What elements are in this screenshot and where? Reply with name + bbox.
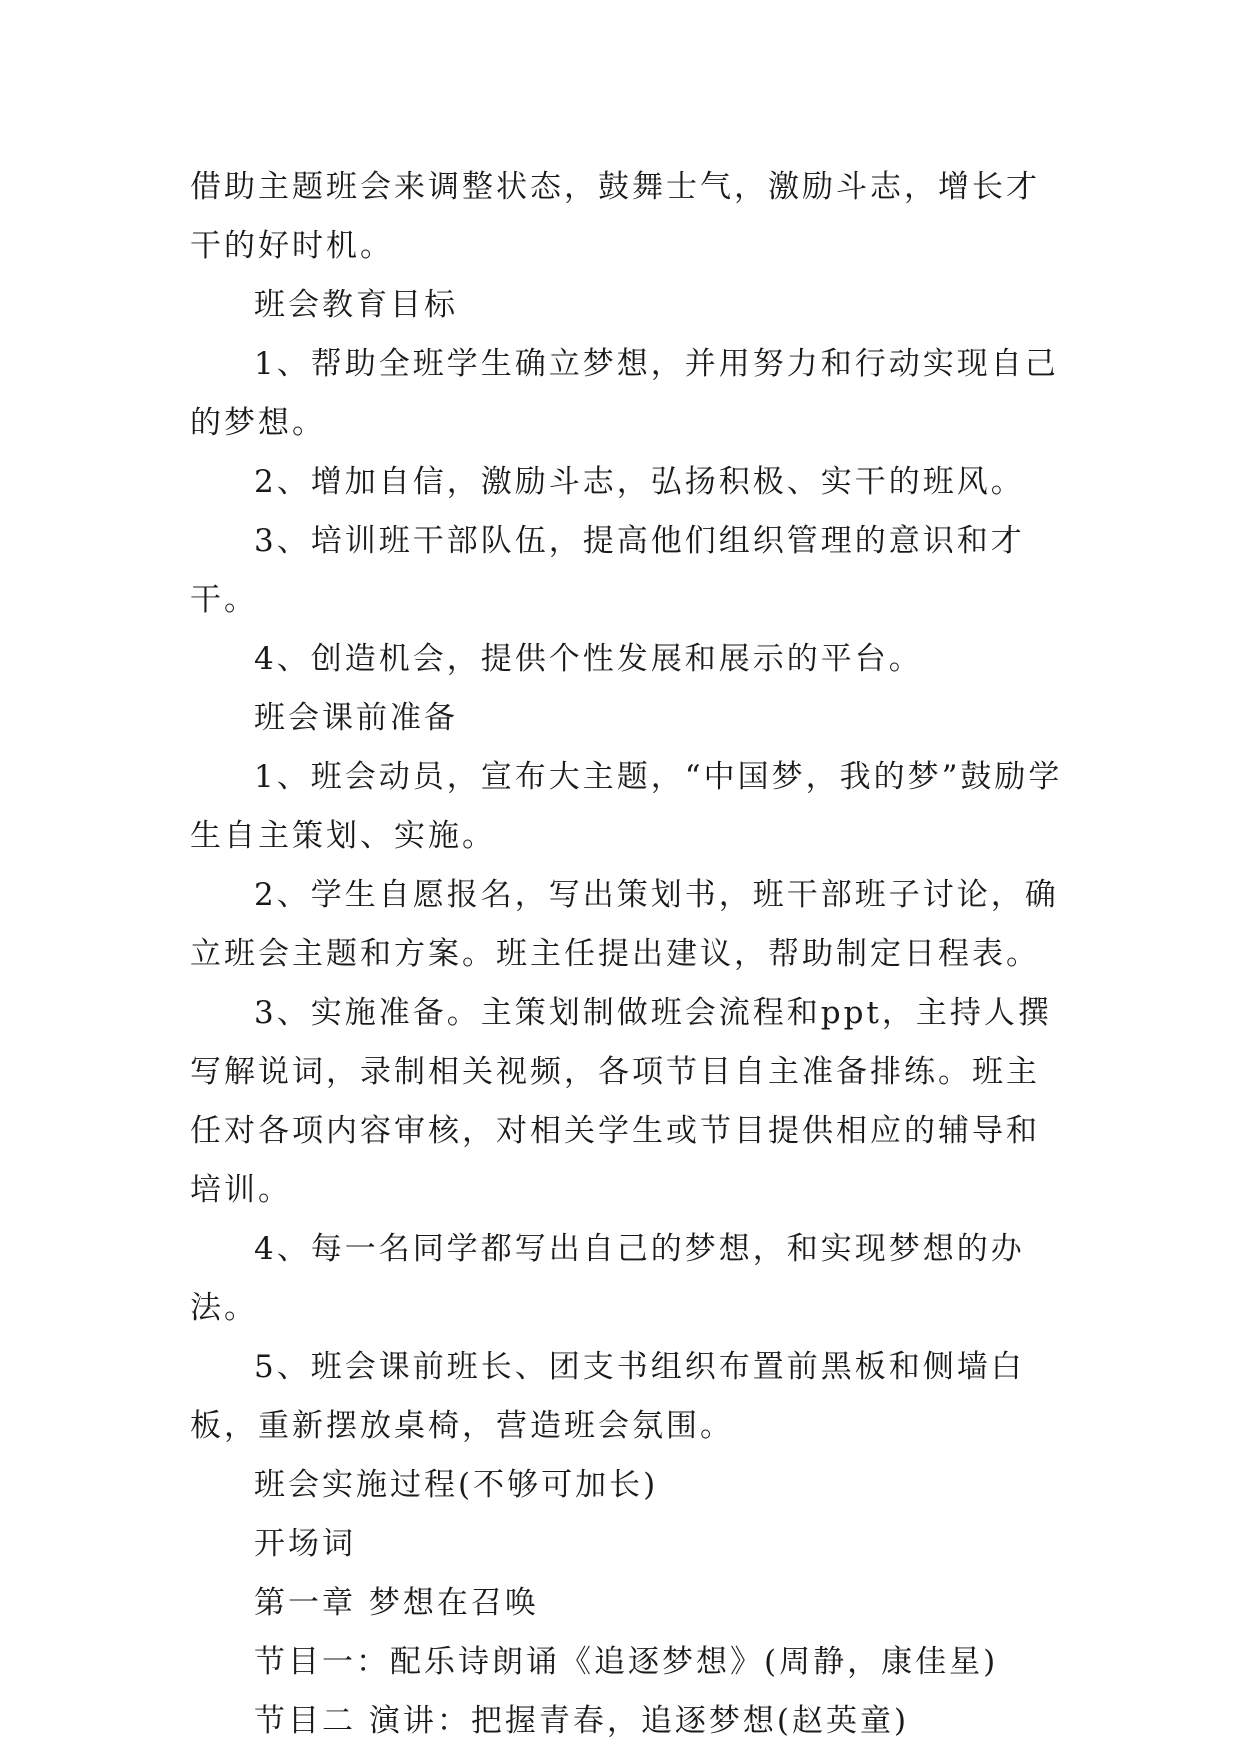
paragraph: 2、学生自愿报名，写出策划书，班干部班子讨论，确立班会主题和方案。班主任提出建议，帮助制定日程表。 [190,877,1059,972]
paragraph: 3、实施准备。主策划制做班会流程和ppt，主持人撰写解说词，录制相关视频，各项节目自主准备排练。班主任对各项内容审核，对相关学生或节目提供相应的辅导和培训。 [190,995,1052,1208]
paragraph: 3、培训班干部队伍，提高他们组织管理的意识和才干。 [190,523,1025,618]
program-item: 节目一：配乐诗朗诵《追逐梦想》(周静，康佳星) [254,1644,999,1680]
section-heading: 班会课前准备 [254,700,458,736]
paragraph: 5、班会课前班长、团支书组织布置前黑板和侧墙白板，重新摆放桌椅，营造班会氛围。 [190,1349,1025,1444]
paragraph: 4、每一名同学都写出自己的梦想，和实现梦想的办法。 [190,1231,1025,1326]
paragraph: 借助主题班会来调整状态，鼓舞士气，激励斗志，增长才干的好时机。 [190,169,1040,264]
paragraph: 1、班会动员，宣布大主题，“中国梦，我的梦”鼓励学生自主策划、实施。 [190,759,1063,854]
paragraph: 开场词 [254,1526,356,1562]
paragraph: 4、创造机会，提供个性发展和展示的平台。 [254,641,923,677]
section-heading: 班会实施过程(不够可加长) [254,1467,659,1503]
document-body [190,158,1070,1751]
chapter-heading: 第一章 梦想在召唤 [254,1585,539,1621]
paragraph: 2、增加自信，激励斗志，弘扬积极、实干的班风。 [254,464,1025,500]
section-heading: 班会教育目标 [254,287,458,323]
paragraph: 1、帮助全班学生确立梦想，并用努力和行动实现自己的梦想。 [190,346,1059,441]
program-item: 节目二 演讲：把握青春，追逐梦想(赵英童) [254,1703,910,1739]
